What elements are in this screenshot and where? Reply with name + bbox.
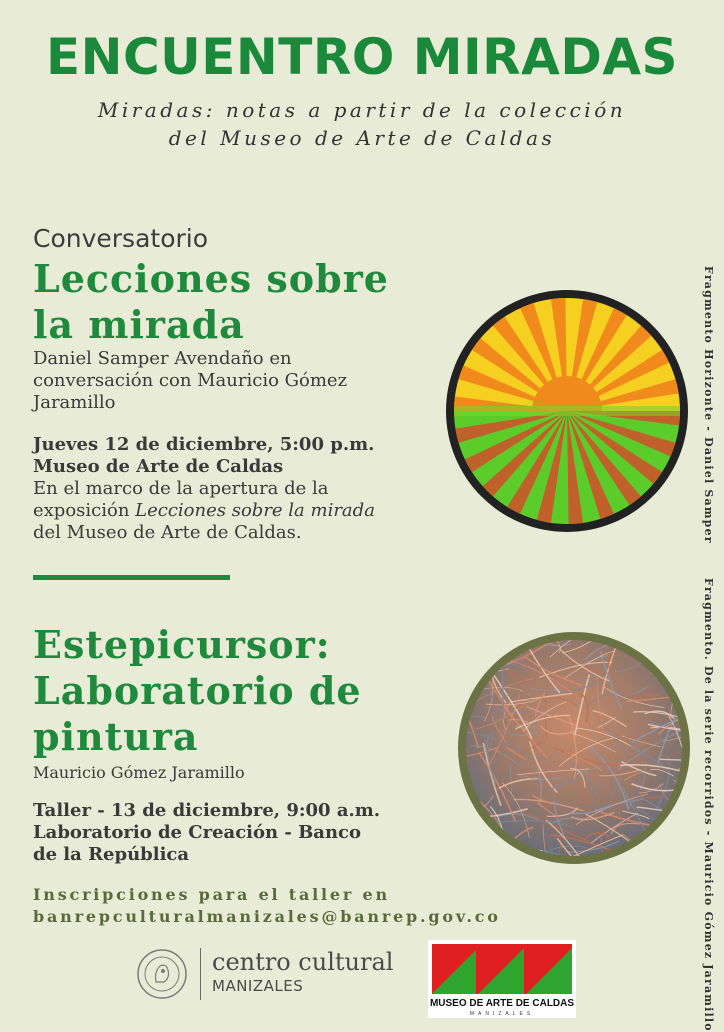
horizonte-painting — [444, 288, 690, 534]
brush-strand — [644, 633, 690, 663]
event2-details — [33, 800, 380, 866]
centro-cultural-label: centro cultural — [212, 948, 393, 976]
brush-strand — [671, 824, 690, 854]
event1-image-caption: Fragmento Horizonte - Daniel Samper — [702, 266, 715, 544]
exhibition-name: Lecciones sobre la mirada — [135, 500, 375, 521]
recorridos-painting — [458, 632, 690, 864]
brush-strand — [652, 843, 657, 864]
museo-arte-caldas-logo — [428, 940, 576, 1018]
event2-venue-line-1: Laboratorio de Creación - Banco — [33, 822, 380, 844]
event1-venue: Museo de Arte de Caldas — [33, 456, 375, 478]
event1-speakers-line-3: Jaramillo — [33, 392, 347, 414]
registration-line: Inscripciones para el taller en — [33, 884, 501, 906]
brush-strand — [675, 829, 690, 859]
event1-speakers-line-2: conversación con Mauricio Gómez — [33, 370, 347, 392]
event2-image-caption: Fragmento. De la serie recorridos - Mauricio Gómez Jaramillo — [702, 578, 715, 1032]
event1-kind: Conversatorio — [33, 224, 208, 253]
subtitle-line-1: Miradas: notas a partir de la colección — [0, 96, 724, 124]
section-divider — [33, 575, 230, 580]
event1-desc-line-1: En el marco de la apertura de la — [33, 478, 375, 500]
event1-desc-line-2 — [33, 500, 375, 522]
event2-date: Taller - 13 de diciembre, 9:00 a.m. — [33, 800, 380, 822]
brush-strand — [619, 638, 651, 641]
event1-desc-line-2-pre: exposición — [33, 500, 135, 521]
event1-speakers — [33, 348, 347, 414]
registration-email[interactable]: banrepculturalmanizales@banrep.gov.co — [33, 906, 501, 928]
brush-strand — [678, 687, 690, 697]
brush-strand — [683, 813, 690, 830]
event1-title — [33, 256, 389, 348]
event1-date: Jueves 12 de diciembre, 5:00 p.m. — [33, 434, 375, 456]
registration-info — [33, 884, 501, 928]
event2-title-line-1: Estepicursor: — [33, 622, 362, 668]
brush-strand — [638, 855, 690, 864]
brush-strand — [687, 796, 690, 808]
brush-strand — [655, 632, 684, 639]
brush-strand — [477, 646, 503, 659]
brush-strand — [660, 837, 690, 851]
brush-strand — [672, 820, 676, 845]
event1-details — [33, 434, 375, 544]
centro-cultural-city: MANIZALES — [212, 977, 303, 995]
event2-title-line-2: Laboratorio de — [33, 668, 362, 714]
brush-strand — [648, 861, 676, 864]
museum-logo-text: MUSEO DE ARTE DE CALDAS — [430, 998, 574, 1009]
brush-strand — [672, 673, 690, 677]
event1-speakers-line-1: Daniel Samper Avendaño en — [33, 348, 347, 370]
footer-separator — [200, 948, 201, 1000]
brush-strand — [667, 663, 690, 666]
brush-strand — [467, 639, 473, 665]
event1-title-line-2: la mirada — [33, 302, 389, 348]
event2-title — [33, 622, 362, 760]
event2-title-line-3: pintura — [33, 714, 362, 760]
brush-strand — [664, 842, 690, 852]
event1-title-line-1: Lecciones sobre — [33, 256, 389, 302]
subtitle-line-2: del Museo de Arte de Caldas — [0, 124, 724, 152]
poster-subtitle — [0, 96, 724, 152]
brush-strand — [683, 700, 690, 711]
museum-logo-sub: MANIZALES — [470, 1011, 534, 1017]
brush-strand — [480, 855, 511, 864]
event2-author: Mauricio Gómez Jaramillo — [33, 762, 245, 784]
event2-venue-line-2: de la República — [33, 844, 380, 866]
brush-strand — [687, 700, 690, 703]
brush-strand — [686, 675, 690, 694]
poster-title: ENCUENTRO MIRADAS — [0, 28, 724, 86]
event1-desc-line-3: del Museo de Arte de Caldas. — [33, 522, 375, 544]
banco-republica-seal-icon — [136, 948, 188, 1000]
